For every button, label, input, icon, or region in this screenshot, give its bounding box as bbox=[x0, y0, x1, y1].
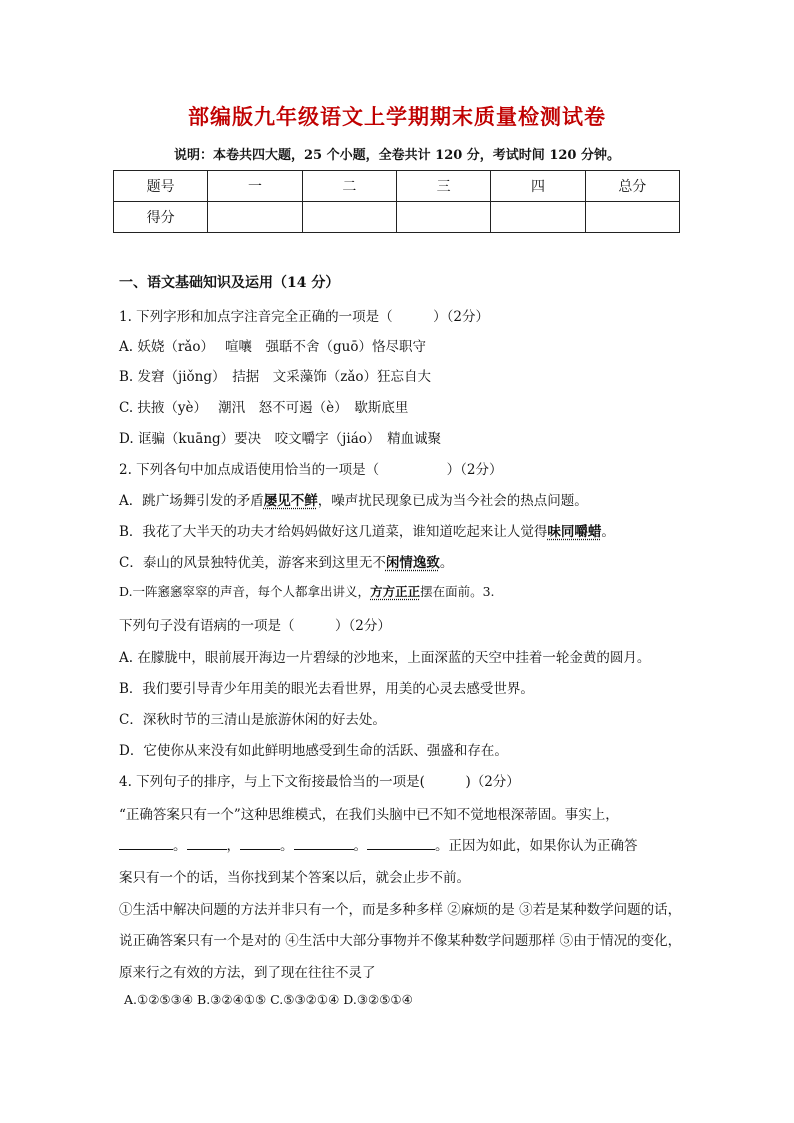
question-3-stem: 下列句子没有语病的一项是（ ）（2分） bbox=[119, 618, 391, 634]
option-text: 。 bbox=[439, 555, 454, 571]
page-title: 部编版九年级语文上学期期末质量检测试卷 bbox=[188, 104, 606, 129]
question-4-blank-line: 。 ， 。 。 。正因为如此，如果你认为正确答 bbox=[119, 834, 638, 854]
question-2-option-a bbox=[119, 489, 588, 509]
option-text: C．泰山的风景独特优美，游客来到这里无不 bbox=[119, 555, 386, 571]
question-3-option-a: A. 在朦胧中，眼前展开海边一片碧绿的沙地来，上面深蓝的天空中挂着一轮金黄的圆月。 bbox=[119, 650, 651, 666]
option-text: B．我花了大半天的功夫才给妈妈做好这几道菜，谁知道吃起来让人觉得 bbox=[119, 524, 548, 540]
option-text: D.一阵窸窸窣窣的声音，每个人都拿出讲义， bbox=[119, 584, 371, 599]
question-3-option-d: D．它使你从来没有如此鲜明地感受到生命的活跃、强盛和存在。 bbox=[119, 743, 508, 759]
question-4-sentence-line: 说正确答案只有一个是对的 ④生活中大部分事物并不像某种数学问题那样 ⑤由于情况的变化， bbox=[119, 933, 682, 949]
section-heading: 一、语文基础知识及运用（14 分） bbox=[119, 275, 340, 291]
answer-blank[interactable] bbox=[294, 837, 354, 850]
question-3-option-b: B．我们要引导青少年用美的眼光去看世界，用美的心灵去感受世界。 bbox=[119, 681, 534, 697]
question-2-option-d bbox=[119, 582, 495, 600]
exam-instructions: 说明：本卷共四大题，25 个小题，全卷共计 120 分，考试时间 120 分钟。 bbox=[174, 148, 620, 163]
question-4-options: A.①②⑤③④ B.③②④①⑤ C.⑤③②①④ D.③②⑤①④ bbox=[124, 992, 413, 1007]
question-4-passage-line: “正确答案只有一个”这种思维模式，在我们头脑中已不知不觉地根深蒂固。事实上， bbox=[119, 807, 619, 823]
score-cell[interactable] bbox=[491, 202, 585, 233]
answer-blank[interactable] bbox=[367, 837, 435, 850]
score-table bbox=[113, 170, 680, 233]
question-1-option-a: A. 妖娆（rǎo） 喧嚷 强聒不舍（guō）恪尽职守 bbox=[119, 339, 426, 355]
marked-idiom: 味同嚼蜡 bbox=[547, 524, 602, 540]
score-cell[interactable] bbox=[396, 202, 490, 233]
question-2-option-b bbox=[119, 520, 615, 540]
option-text: A．跳广场舞引发的矛盾 bbox=[119, 493, 264, 509]
score-header-cell: 题号 bbox=[114, 171, 208, 202]
question-4-sentence-line: ①生活中解决问题的方法并非只有一个，而是多种多样 ②麻烦的是 ③若是某种数学问题的话， bbox=[119, 902, 682, 918]
score-header-cell: 总分 bbox=[585, 171, 679, 202]
score-row-label: 得分 bbox=[114, 202, 208, 233]
question-1-option-c: C. 扶掖（yè） 潮汛 怒不可遏（è） 歇斯底里 bbox=[119, 400, 409, 416]
answer-blank[interactable] bbox=[187, 837, 227, 850]
marked-idiom: 闲情逸致 bbox=[385, 555, 440, 571]
score-header-cell: 四 bbox=[491, 171, 585, 202]
question-4-stem: 4. 下列句子的排序，与上下文衔接最恰当的一项是( )（2分） bbox=[119, 774, 520, 790]
question-2-stem: 2. 下列各句中加点成语使用恰当的一项是（ ）（2分） bbox=[119, 462, 503, 478]
score-cell[interactable] bbox=[302, 202, 396, 233]
question-2-option-c bbox=[119, 551, 453, 571]
score-header-cell: 一 bbox=[208, 171, 302, 202]
option-text: 。 bbox=[601, 524, 615, 540]
score-header-cell: 三 bbox=[396, 171, 490, 202]
score-cell[interactable] bbox=[208, 202, 302, 233]
score-header-cell: 二 bbox=[302, 171, 396, 202]
score-cell[interactable] bbox=[585, 202, 679, 233]
question-1-stem: 1. 下列字形和加点字注音完全正确的一项是（ ）（2分） bbox=[119, 309, 490, 325]
score-table-score-row bbox=[114, 202, 680, 233]
question-4-passage-line: 案只有一个的话，当你找到某个答案以后，就会止步不前。 bbox=[119, 870, 470, 886]
answer-blank[interactable] bbox=[119, 837, 173, 850]
question-1-option-d: D. 诓骗（kuāng）要决 咬文嚼字（jiáo） 精血诚聚 bbox=[119, 431, 442, 447]
question-4-sentence-line: 原来行之有效的方法，到了现在往往不灵了 bbox=[119, 965, 376, 981]
answer-blank[interactable] bbox=[240, 837, 280, 850]
marked-idiom: 屡见不鲜 bbox=[263, 493, 318, 509]
question-1-option-b: B. 发窘（jiǒng） 拮据 文采藻饰（zǎo）狂忘自大 bbox=[119, 369, 432, 385]
question-3-option-c: C．深秋时节的三清山是旅游休闲的好去处。 bbox=[119, 712, 386, 728]
score-table-header-row bbox=[114, 171, 680, 202]
passage-text: 。正因为如此，如果你认为正确答 bbox=[435, 838, 638, 854]
option-text: 摆在面前。3. bbox=[420, 584, 495, 599]
option-text: ，噪声扰民现象已成为当今社会的热点问题。 bbox=[317, 493, 588, 509]
marked-idiom: 方方正正 bbox=[370, 584, 421, 599]
